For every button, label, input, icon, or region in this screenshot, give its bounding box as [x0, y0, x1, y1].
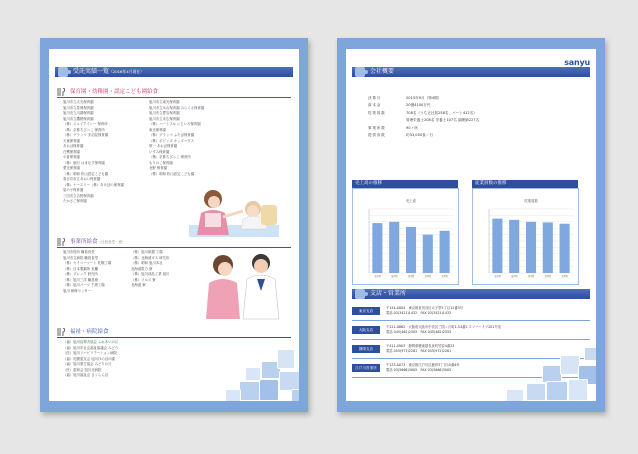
section-divider — [57, 337, 291, 338]
chart-bar — [509, 220, 519, 273]
info-value: 90ヶ所 — [406, 125, 418, 130]
list-item: 愛光保育園 — [63, 166, 80, 170]
branch-phone: 電話 055(973)2261 FAX 055(972)2261 — [386, 349, 452, 353]
chart-bar — [543, 222, 553, 273]
list-item: もりのこ保育園 — [149, 160, 173, 165]
category-label: 第4期 — [424, 275, 431, 278]
list-item: 旭川市立豊岡保育園 — [63, 105, 94, 110]
company-logo: sanyu — [564, 58, 590, 67]
info-row — [368, 126, 479, 133]
section-title-business: 事業所給食（社員食堂・寮） — [57, 237, 126, 246]
branch-name: 静岡支店 — [352, 345, 380, 353]
list-item: 東光保育園 — [149, 127, 166, 132]
employees-chart-title: 従業員数の推移 — [472, 180, 578, 188]
info-value: 20億4100万円 — [406, 103, 431, 108]
branch-phone: 電話 03(3421)1432 FAX 03(3421)1432 — [386, 311, 452, 315]
cutlery-icon — [57, 238, 67, 246]
left-page — [40, 38, 308, 412]
section-divider — [57, 247, 291, 248]
list-item: （株）北海道ガス 研究所 — [131, 255, 170, 260]
list-item: （医）恵和会 旭川北病院 — [63, 367, 102, 372]
info-value: 2015年9月（第4期） — [406, 96, 442, 100]
list-item: 旭川市立永山保育園 みらくる保育園 — [149, 105, 205, 110]
list-item: （株）旭川三洋 職員寮 — [63, 277, 98, 282]
info-row — [368, 133, 479, 140]
chart-bar — [440, 231, 450, 273]
list-item: （株）ポピンズ キッズハウス — [149, 138, 194, 143]
list-item: （株）旭川パーツ 千歳工場 — [63, 283, 105, 287]
category-label: 第4期 — [544, 275, 551, 278]
category-label: 第2期 — [511, 275, 518, 278]
sales-chart — [353, 189, 458, 284]
info-key: 従業員数 — [368, 110, 386, 115]
puzzle-icon — [58, 67, 68, 77]
left-page-title: 受託実績一覧 — [73, 68, 110, 75]
list-item: （株）ジェイアイシー 保育所 — [63, 122, 108, 126]
list-item: （株）グランマ 多治見保育園 — [63, 133, 109, 137]
sales-chart-title: 売上高の推移 — [352, 180, 458, 188]
category-label: 第1期 — [494, 275, 501, 278]
info-value: 708名（うち正社員258名、パート412名） — [406, 110, 477, 115]
cutlery-icon — [57, 328, 67, 336]
branch-row — [352, 322, 590, 340]
category-label: 第1期 — [374, 275, 381, 278]
branches-header: 支店・営業所 — [352, 289, 590, 299]
list-item: 北海道電力 寮 — [131, 266, 153, 271]
list-item: 旭川市立川端保育園 — [63, 111, 94, 115]
chart-title: 従業員数 — [524, 199, 538, 203]
info-key: 提供食数 — [368, 132, 386, 137]
branch-phone: 電話 045(462)2505 FAX 045(462)2555 — [386, 330, 452, 334]
list-item: 春日井市立あおい保育園 — [63, 177, 101, 181]
chart-bar — [492, 219, 502, 273]
left-page-date: （2016年4月現在） — [109, 69, 144, 74]
cutlery-icon — [57, 88, 67, 96]
nurse-child-illustration — [189, 187, 279, 237]
nursery-list-col2 — [149, 100, 204, 177]
doctor-patient-illustration — [201, 249, 285, 321]
list-item: （株）明和 松山認定こども園 — [63, 171, 109, 176]
business-list-col1 — [63, 250, 111, 294]
nursery-list-col1 — [63, 100, 124, 205]
chart-title: 売上高 — [405, 199, 417, 203]
list-item: （株）ラルズ 寮 — [131, 277, 156, 282]
branch-row — [352, 341, 590, 359]
list-item: 北野 保育園 — [149, 166, 168, 170]
list-item: （福）旭川福祉会 さくらんぼ — [63, 373, 109, 377]
list-item: （株）京都ちびっこ 保育所 — [149, 155, 191, 159]
category-label: 第2期 — [391, 275, 398, 278]
list-item: （株）明和 松山認定こども園 — [149, 171, 195, 176]
info-key: 資本金 — [368, 103, 382, 108]
info-key: 事業所数 — [368, 125, 386, 130]
list-item: 旭川市立東光保育園 — [149, 100, 180, 104]
employees-chart-box — [472, 188, 579, 285]
list-item: 旭川市立病院 職員食堂 — [63, 255, 98, 260]
list-item: 三田市立吉野保育園 — [63, 193, 94, 198]
info-value: 約33,000食／日 — [406, 132, 433, 137]
branch-address: 〒154-0004 東京都世田谷区太子堂5丁目12番3号 — [386, 306, 464, 310]
list-item: （株）明和 旭川本社 — [131, 261, 163, 265]
right-page-content — [346, 49, 596, 401]
list-item: （株）朝日 はまなす保育園 — [63, 160, 105, 165]
list-item: （医）旭川リハビリテーション病院 — [63, 351, 117, 355]
list-item: （福）旭川盲導犬協会 ふれあいの丘 — [63, 340, 119, 344]
info-value: 管理栄養士208名 栄養士107名 調理師227名 — [406, 118, 480, 123]
category-label: 第3期 — [407, 275, 415, 278]
list-item: （株）ハートフル にじいろ保育園 — [149, 122, 201, 126]
puzzle-icon — [355, 289, 365, 299]
chart-bar — [372, 223, 382, 273]
list-item: 旭川市立愛宕保育園 — [149, 111, 180, 115]
list-item: 星の子保育園 — [63, 188, 84, 192]
branch-address: 〒133-0073 東京都江戸川区鹿骨3丁目15番6号 — [386, 363, 460, 367]
puzzle-icon — [355, 67, 365, 77]
list-item: （株）プレック 研究所 — [63, 272, 98, 276]
list-item: （株）京都ちびっこ 保育所 — [63, 127, 105, 132]
left-page-content — [49, 49, 299, 401]
list-item: 旭川市役所 職員食堂 — [63, 250, 95, 254]
section-title-welfare: 福祉・病院給食 — [57, 327, 109, 336]
branch-address: 〒411-0903 静岡県駿東郡長泉町竹原4番23 — [386, 344, 455, 348]
company-info-table — [368, 96, 479, 140]
list-item: 旭川市立末広保育園 — [149, 116, 180, 121]
chart-bar — [560, 224, 570, 273]
category-label: 第5期 — [441, 275, 448, 278]
category-label: 第5期 — [561, 275, 568, 278]
list-item: （株）日本製鋼所 室蘭 — [63, 266, 98, 271]
list-item: （福）旭川厚生協会 みどりの丘 — [63, 362, 112, 366]
list-item: （株）ナースリー（株）あけぼの保育園 — [63, 182, 124, 187]
welfare-list-col1 — [63, 340, 118, 379]
list-item: （株）セイコーマート 札幌工場 — [63, 261, 112, 265]
sales-chart-box — [352, 188, 459, 285]
list-item: 白鷺保育園 — [63, 149, 80, 154]
info-key: 決算月 — [368, 96, 382, 100]
company-overview-header: 会社概要 — [352, 67, 590, 77]
chart-bar — [423, 235, 433, 273]
category-label: 第3期 — [527, 275, 535, 278]
list-item: （株）旭川部品工業 旭川 — [131, 272, 170, 276]
branch-address: 〒221-0862 大阪府大阪市中央区三国ヶ丘町1-54番2 スリーハイツ201号室 — [386, 325, 502, 329]
list-item: （福）旭川市社会福祉協議会 みどり — [63, 345, 119, 350]
list-item: 旭川市立太光保育園 — [63, 100, 94, 104]
info-row — [368, 103, 479, 110]
list-item: （株）旭川紙器 工場 — [131, 250, 163, 254]
list-item: 小倉保育園 — [63, 155, 80, 159]
list-item: 天童保育園 — [63, 138, 80, 143]
info-row — [368, 118, 479, 125]
list-item: あおば保育園 — [63, 144, 84, 148]
chart-bar — [526, 222, 536, 273]
list-item: 第一 あおば保育園 — [149, 144, 178, 148]
info-key — [368, 118, 406, 125]
list-item: 旭川 研修センター — [63, 288, 92, 293]
chart-bar — [389, 222, 399, 273]
list-item: いずみ保育園 — [149, 149, 170, 154]
branch-name: 大阪支店 — [352, 326, 380, 334]
list-item: （株）グランマ ふたば保育園 — [149, 133, 195, 137]
list-item: 旭川市立鷹栖保育園 — [63, 116, 94, 121]
right-page — [337, 38, 605, 412]
business-list-col2 — [131, 250, 169, 289]
branch-row — [352, 303, 590, 321]
branch-phone: 電話 03(5666)3005 FAX 03(5666)3005 — [386, 368, 452, 372]
section-title-nursery: 保育園・幼稚園・認定こども園給食 — [57, 87, 158, 96]
employees-chart — [473, 189, 578, 284]
branch-name: 東京支店 — [352, 307, 380, 315]
left-page-header — [55, 67, 293, 77]
list-item: （福）札幌恵友会 旭川ほのぼの園 — [63, 356, 115, 361]
chart-bar — [406, 227, 416, 273]
list-item: 北海道 寮 — [131, 283, 146, 287]
section-divider — [57, 97, 291, 98]
list-item: たかさご保育園 — [63, 199, 87, 203]
branch-name: 江戸川営業所 — [352, 364, 380, 372]
